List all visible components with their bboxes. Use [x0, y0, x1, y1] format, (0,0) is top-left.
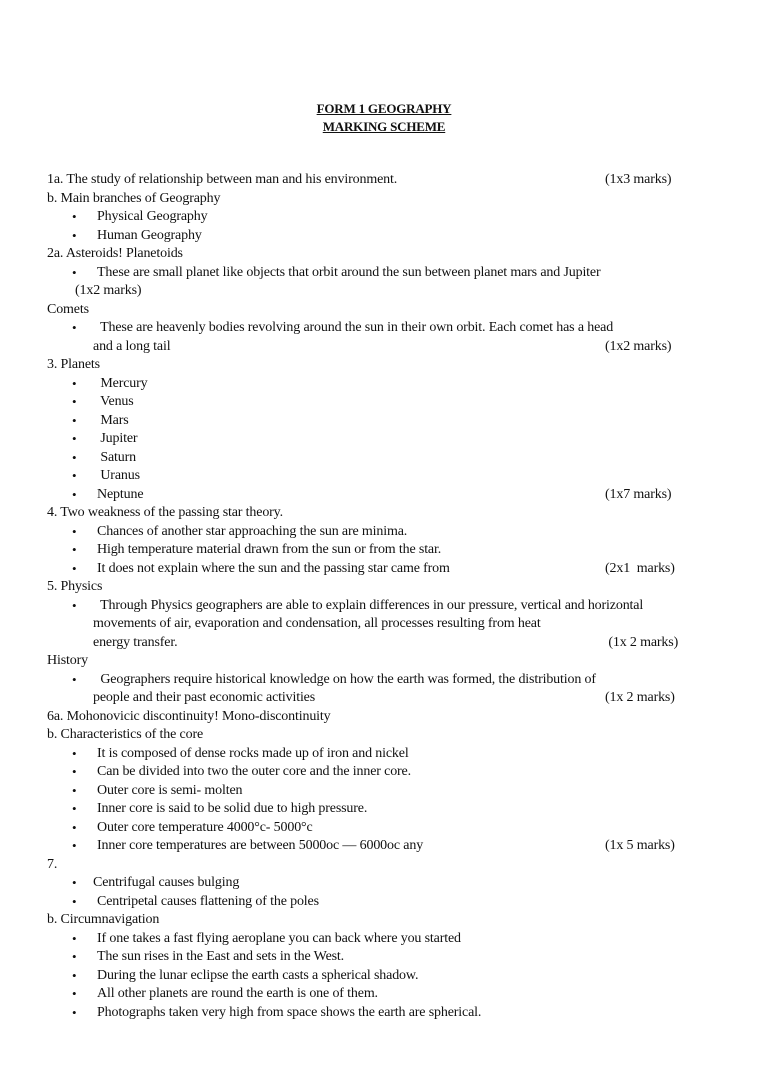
marks-allocation: (1x 2 marks): [605, 634, 679, 650]
bullet-icon: •: [72, 264, 77, 280]
bullet-item: [0, 985, 768, 1004]
bullet-icon: •: [72, 597, 77, 613]
marks-allocation: (1x 2 marks): [605, 690, 675, 705]
bullet-icon: •: [72, 375, 77, 391]
bullet-item: [0, 819, 768, 838]
line-text: Inner core temperatures are between 5000oc — 6000oc any: [97, 838, 424, 853]
line-text: Uranus: [97, 468, 140, 483]
bullet-icon: •: [72, 320, 77, 335]
text-line: [0, 726, 768, 745]
line-text: Inner core is said to be solid due to high pressure.: [97, 801, 368, 816]
marks-allocation: (1x7 marks): [605, 486, 672, 502]
bullet-item: [0, 800, 768, 819]
bullet-item: [0, 560, 768, 579]
bullet-icon: •: [72, 523, 77, 539]
bullet-icon: •: [72, 782, 77, 798]
line-text: These are small planet like objects that orbit around the sun between planet mars and Jupiter: [97, 264, 601, 280]
bullet-icon: •: [72, 745, 77, 761]
line-text: and a long tail: [93, 338, 171, 354]
bullet-icon: •: [72, 671, 77, 687]
line-text: It is composed of dense rocks made up of iron and nickel: [97, 745, 409, 761]
bullet-item: [0, 319, 768, 338]
marks-allocation: (1x3 marks): [605, 172, 672, 187]
bullet-item: [0, 745, 768, 764]
bullet-icon: •: [72, 1004, 77, 1020]
line-text: Mars: [97, 412, 129, 428]
bullet-item: [0, 467, 768, 486]
bullet-item: [0, 930, 768, 949]
line-text: 1a. The study of relationship between man and his environment.: [47, 172, 398, 187]
bullet-icon: •: [72, 819, 77, 835]
line-text: Jupiter: [97, 431, 138, 446]
text-line: [0, 171, 768, 190]
line-text: Physical Geography: [97, 209, 208, 224]
line-text: 4. Two weakness of the passing star theory.: [47, 505, 283, 520]
bullet-item: [0, 208, 768, 227]
line-text: Saturn: [97, 449, 137, 465]
line-text: It does not explain where the sun and the passing star came from: [97, 560, 450, 576]
bullet-item: [0, 227, 768, 246]
text-line: [0, 190, 768, 209]
line-text: Neptune: [97, 486, 144, 502]
line-text: 7.: [47, 856, 58, 872]
text-line: [0, 689, 768, 708]
line-text: History: [47, 653, 88, 668]
line-text: The sun rises in the East and sets in the West.: [97, 949, 345, 964]
line-text: 6a. Mohonovicic discontinuity! Mono-discontinuity: [47, 708, 331, 724]
bullet-item: [0, 375, 768, 394]
line-text: These are heavenly bodies revolving around the sun in their own orbit. Each comet has a head: [97, 320, 614, 335]
bullet-icon: •: [72, 560, 77, 576]
bullet-icon: •: [72, 930, 77, 946]
line-text: Comets: [47, 301, 89, 317]
text-line: [0, 578, 768, 597]
line-text: All other planets are round the earth is one of them.: [97, 986, 378, 1001]
line-text: Mercury: [97, 375, 148, 391]
text-line: [0, 911, 768, 930]
marks-allocation: (2x1 marks): [605, 560, 675, 576]
marks-allocation: (1x2 marks): [605, 338, 672, 354]
bullet-icon: •: [72, 449, 77, 465]
bullet-item: [0, 893, 768, 912]
bullet-icon: •: [72, 468, 77, 483]
bullet-icon: •: [72, 764, 77, 779]
bullet-icon: •: [72, 801, 77, 816]
document-title: FORM 1 GEOGRAPHY: [316, 101, 452, 116]
line-text: b. Circumnavigation: [47, 912, 160, 927]
bullet-icon: •: [72, 394, 77, 409]
bullet-icon: •: [72, 967, 77, 983]
line-text: Venus: [97, 394, 134, 409]
line-text: Photographs taken very high from space shows the earth are spherical.: [97, 1004, 482, 1020]
line-text: Can be divided into two the outer core and the inner core.: [97, 764, 411, 779]
bullet-icon: •: [72, 986, 77, 1001]
text-line: [0, 356, 768, 375]
document-subtitle: MARKING SCHEME: [322, 119, 446, 134]
bullet-item: [0, 523, 768, 542]
bullet-icon: •: [72, 893, 77, 909]
bullet-item: [0, 782, 768, 801]
line-text: Through Physics geographers are able to explain differences in our pressure, vertical and horizontal: [97, 597, 644, 613]
line-text: energy transfer.: [93, 634, 178, 650]
bullet-icon: •: [72, 209, 77, 224]
bullet-item: [0, 967, 768, 986]
bullet-item: [0, 763, 768, 782]
bullet-icon: •: [72, 431, 77, 446]
line-text: movements of air, evaporation and condensation, all processes resulting from heat: [93, 616, 541, 631]
document-body: [0, 171, 768, 1022]
line-text: 5. Physics: [47, 579, 103, 594]
line-text: Outer core temperature 4000°c- 5000°c: [97, 819, 313, 835]
line-text: people and their past economic activities: [93, 690, 316, 705]
bullet-item: [0, 874, 768, 893]
bullet-item: [0, 486, 768, 505]
line-text: Outer core is semi- molten: [97, 782, 243, 798]
bullet-icon: •: [72, 838, 77, 853]
line-text: Centripetal causes flattening of the poles: [97, 893, 319, 909]
bullet-icon: •: [72, 542, 77, 557]
line-text: Centrifugal causes bulging: [93, 875, 240, 890]
bullet-item: [0, 671, 768, 690]
bullet-item: [0, 1004, 768, 1023]
text-line: [0, 634, 768, 653]
bullet-icon: •: [72, 227, 77, 243]
bullet-item: [0, 449, 768, 468]
line-text: High temperature material drawn from the sun or from the star.: [97, 542, 442, 557]
text-line: [0, 504, 768, 523]
bullet-icon: •: [72, 949, 77, 964]
bullet-item: [0, 541, 768, 560]
bullet-icon: •: [72, 412, 77, 428]
line-text: (1x2 marks): [75, 283, 142, 298]
line-text: If one takes a fast flying aeroplane you can back where you started: [97, 930, 461, 946]
text-line: [0, 856, 768, 875]
marks-allocation: (1x 5 marks): [605, 838, 675, 853]
text-line: [0, 245, 768, 264]
line-text: 3. Planets: [47, 357, 100, 372]
text-line: [0, 338, 768, 357]
bullet-item: [0, 948, 768, 967]
bullet-icon: •: [72, 875, 77, 890]
line-text: b. Main branches of Geography: [47, 190, 221, 206]
text-line: [0, 652, 768, 671]
line-text: During the lunar eclipse the earth casts a spherical shadow.: [97, 967, 419, 983]
bullet-item: [0, 597, 768, 616]
text-line: [0, 301, 768, 320]
line-text: 2a. Asteroids! Planetoids: [47, 246, 183, 261]
bullet-item: [0, 393, 768, 412]
text-line: [0, 615, 768, 634]
text-line: [0, 708, 768, 727]
line-text: Human Geography: [97, 227, 202, 243]
line-text: b. Characteristics of the core: [47, 727, 204, 742]
bullet-icon: •: [72, 486, 77, 502]
line-text: Chances of another star approaching the sun are minima.: [97, 523, 408, 539]
bullet-item: [0, 430, 768, 449]
line-text: Geographers require historical knowledge on how the earth was formed, the distribution of: [97, 671, 596, 687]
bullet-item: [0, 412, 768, 431]
text-line: [0, 282, 768, 301]
bullet-item: [0, 264, 768, 283]
bullet-item: [0, 837, 768, 856]
